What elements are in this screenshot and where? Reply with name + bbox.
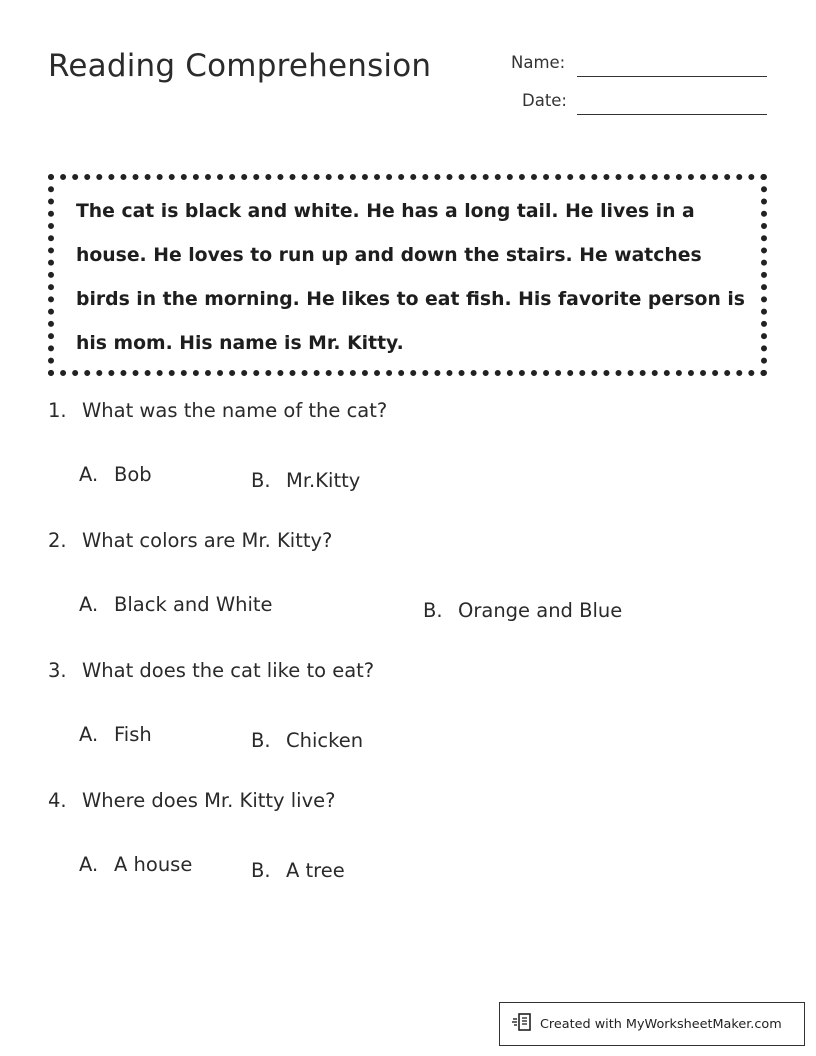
question-1-option-b[interactable]	[251, 469, 360, 492]
question-4	[48, 789, 336, 812]
passage-text: The cat is black and white. He has a long tail. He lives in a house. He loves to run up and down the stairs. He watches birds in the morning. He likes to eat fish. His favorite person is his mom. His name is Mr. Kitty.	[76, 201, 745, 354]
question-1	[48, 399, 387, 422]
question-text: Where does Mr. Kitty live?	[82, 789, 336, 812]
worksheet-maker-logo-icon	[512, 1011, 540, 1037]
option-letter: B.	[251, 729, 271, 752]
footer-credit-badge[interactable]	[499, 1002, 805, 1046]
option-text: Mr.Kitty	[286, 469, 361, 492]
option-letter: A.	[79, 723, 99, 746]
question-text: What was the name of the cat?	[82, 399, 388, 422]
option-text: Fish	[114, 723, 152, 746]
option-text: Orange and Blue	[458, 599, 623, 622]
option-letter: B.	[251, 469, 271, 492]
question-3-option-a[interactable]	[79, 723, 152, 746]
date-label: Date:	[522, 91, 567, 110]
question-3	[48, 659, 374, 682]
page-title: Reading Comprehension	[48, 48, 432, 84]
question-number: 4.	[48, 789, 67, 812]
option-text: Bob	[114, 463, 152, 486]
name-field-line[interactable]	[577, 76, 767, 77]
question-2-option-a[interactable]	[79, 593, 273, 616]
name-label: Name:	[511, 53, 566, 72]
option-letter: B.	[423, 599, 443, 622]
question-2	[48, 529, 332, 552]
question-text: What does the cat like to eat?	[82, 659, 375, 682]
option-letter: B.	[251, 859, 271, 882]
question-1-option-a[interactable]	[79, 463, 152, 486]
question-number: 1.	[48, 399, 67, 422]
option-text: A tree	[286, 859, 345, 882]
option-letter: A.	[79, 853, 99, 876]
question-4-option-a[interactable]	[79, 853, 192, 876]
date-field-line[interactable]	[577, 114, 767, 115]
option-letter: A.	[79, 593, 99, 616]
question-text: What colors are Mr. Kitty?	[82, 529, 333, 552]
footer-credit-text: Created with MyWorksheetMaker.com	[540, 1016, 782, 1032]
question-2-option-b[interactable]	[423, 599, 622, 622]
question-4-option-b[interactable]	[251, 859, 345, 882]
question-number: 2.	[48, 529, 67, 552]
question-number: 3.	[48, 659, 67, 682]
question-3-option-b[interactable]	[251, 729, 363, 752]
option-letter: A.	[79, 463, 99, 486]
option-text: A house	[114, 853, 193, 876]
option-text: Chicken	[286, 729, 364, 752]
option-text: Black and White	[114, 593, 273, 616]
